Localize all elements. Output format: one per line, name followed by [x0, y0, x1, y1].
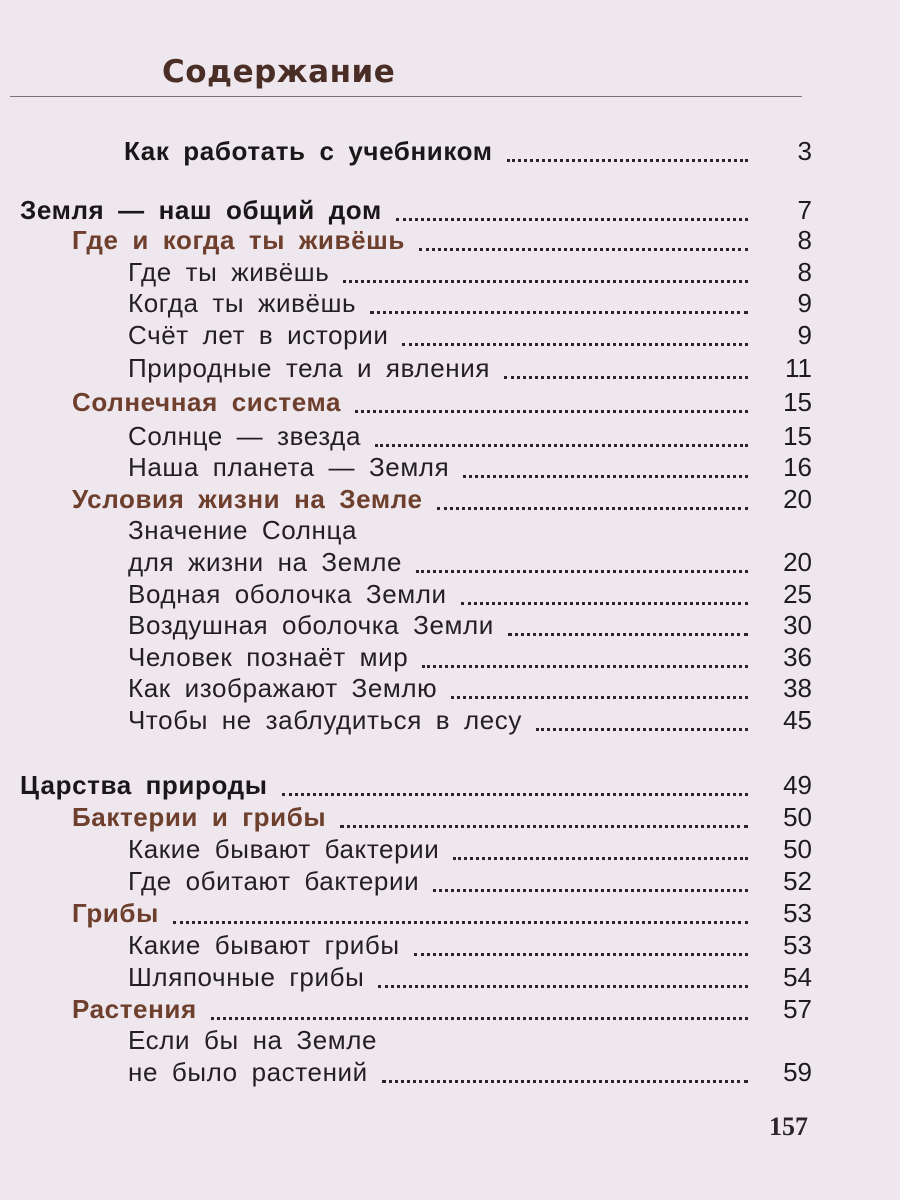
toc-leader-dots [461, 602, 748, 605]
toc-leader-dots [173, 921, 748, 924]
toc-leader-dots [508, 633, 748, 636]
toc-entry [128, 288, 812, 318]
toc-entry-page: 9 [797, 320, 812, 350]
toc-leader-dots [419, 248, 748, 251]
toc-leader-dots [507, 159, 748, 162]
toc-entry-title: Счёт лет в истории [128, 320, 389, 350]
toc-entry [128, 673, 812, 703]
toc-leader-dots [433, 889, 748, 892]
toc-entry-title: Где обитают бактерии [128, 866, 420, 896]
toc-entry-title: Как работать с учебником [124, 136, 493, 166]
toc-leader-dots [378, 985, 748, 988]
toc-leader-dots [402, 343, 748, 346]
toc-entry-title: Значение Солнца [128, 515, 358, 545]
toc-entry-page: 20 [783, 547, 812, 577]
toc-leader-dots [453, 857, 748, 860]
toc-entry-page: 38 [783, 673, 812, 703]
toc-leader-dots [451, 696, 748, 699]
toc-leader-dots [416, 570, 748, 573]
toc-entry-title: Где ты живёшь [128, 257, 330, 287]
toc-entry-page: 50 [783, 802, 812, 832]
toc-entry [72, 898, 812, 928]
toc-entry [128, 642, 812, 672]
page-title: Содержание [162, 54, 396, 90]
toc-leader-dots [340, 825, 748, 828]
toc-entry-page: 30 [783, 610, 812, 640]
toc-entry-page: 50 [783, 834, 812, 864]
toc-entry [128, 866, 812, 896]
toc-entry-page: 54 [783, 962, 812, 992]
toc-entry-title: Водная оболочка Земли [128, 579, 447, 609]
toc-entry-title: Если бы на Земле [128, 1025, 378, 1055]
toc-entry [128, 705, 812, 735]
toc-entry [128, 421, 812, 451]
toc-entry-page: 52 [783, 866, 812, 896]
toc-entry-page: 15 [783, 421, 812, 451]
toc-leader-dots [343, 280, 748, 283]
toc-entry [128, 610, 812, 640]
toc-entry-title: Условия жизни на Земле [72, 484, 423, 514]
toc-entry-title: Чтобы не заблудиться в лесу [128, 705, 522, 735]
toc-entry-page: 7 [797, 195, 812, 225]
toc-entry [124, 136, 812, 166]
toc-entry [128, 579, 812, 609]
toc-entry-title: Где и когда ты живёшь [72, 225, 405, 255]
toc-entry [128, 547, 812, 577]
toc-entry [128, 834, 812, 864]
toc-entry-page: 53 [783, 898, 812, 928]
toc-entry-page: 45 [783, 705, 812, 735]
toc-entry-title: Человек познаёт мир [128, 642, 409, 672]
toc-leader-dots [536, 728, 748, 731]
toc-entry [72, 484, 812, 514]
toc-entry-page: 59 [783, 1057, 812, 1087]
toc-entry [72, 387, 812, 417]
toc-leader-dots [396, 218, 748, 221]
toc-entry-page: 25 [783, 579, 812, 609]
toc-entry-title: Шляпочные грибы [128, 962, 365, 992]
toc-entry-title: Земля — наш общий дом [20, 195, 382, 225]
toc-entry-title: для жизни на Земле [128, 547, 403, 577]
toc-entry-title: Наша планета — Земля [128, 452, 450, 482]
toc-entry [128, 257, 812, 287]
toc-entry [128, 515, 812, 545]
toc-leader-dots [382, 1080, 748, 1083]
toc-leader-dots [370, 311, 748, 314]
toc-entry-page: 15 [783, 387, 812, 417]
toc-entry-title: Как изображают Землю [128, 673, 438, 703]
toc-entry-title: Какие бывают бактерии [128, 834, 440, 864]
toc-entry [128, 930, 812, 960]
toc-leader-dots [437, 507, 748, 510]
toc-entry-page: 53 [783, 930, 812, 960]
toc-entry-page: 11 [785, 353, 812, 383]
toc-entry-page: 57 [783, 994, 812, 1024]
toc-leader-dots [282, 793, 748, 796]
toc-entry [128, 452, 812, 482]
toc-entry [128, 962, 812, 992]
toc-entry [72, 994, 812, 1024]
toc-entry [128, 353, 812, 383]
toc-leader-dots [422, 665, 748, 668]
toc-entry-page: 8 [797, 225, 812, 255]
toc-entry-title: Грибы [72, 898, 159, 928]
toc-entry-title: Бактерии и грибы [72, 802, 327, 832]
toc-entry-title: Когда ты живёшь [128, 288, 357, 318]
toc-leader-dots [463, 475, 748, 478]
toc-leader-dots [375, 444, 748, 447]
toc-entry [128, 320, 812, 350]
toc-entry-page: 36 [783, 642, 812, 672]
toc-entry-page: 3 [797, 136, 812, 166]
toc-entry-title: не было растений [128, 1057, 368, 1087]
toc-entry-page: 16 [783, 452, 812, 482]
toc-entry [72, 225, 812, 255]
toc-entry-title: Растения [72, 994, 197, 1024]
toc-entry-title: Воздушная оболочка Земли [128, 610, 494, 640]
toc-entry [20, 770, 812, 800]
toc-entry-title: Царства природы [20, 770, 268, 800]
toc-leader-dots [504, 376, 748, 379]
toc-entry-page: 9 [797, 288, 812, 318]
toc-entry [128, 1025, 812, 1055]
toc-entry-title: Солнечная система [72, 387, 342, 417]
toc-entry-page: 49 [783, 770, 812, 800]
toc-entry-title: Какие бывают грибы [128, 930, 400, 960]
toc-leader-dots [211, 1017, 748, 1020]
page-number: 157 [769, 1112, 808, 1141]
toc-entry-page: 20 [783, 484, 812, 514]
toc-entry-title: Солнце — звезда [128, 421, 362, 451]
toc-entry-page: 8 [797, 257, 812, 287]
toc-leader-dots [355, 410, 748, 413]
toc-entry [72, 802, 812, 832]
toc-entry [20, 195, 812, 225]
toc-entry [128, 1057, 812, 1087]
toc-entry-title: Природные тела и явления [128, 353, 491, 383]
toc-leader-dots [414, 953, 748, 956]
